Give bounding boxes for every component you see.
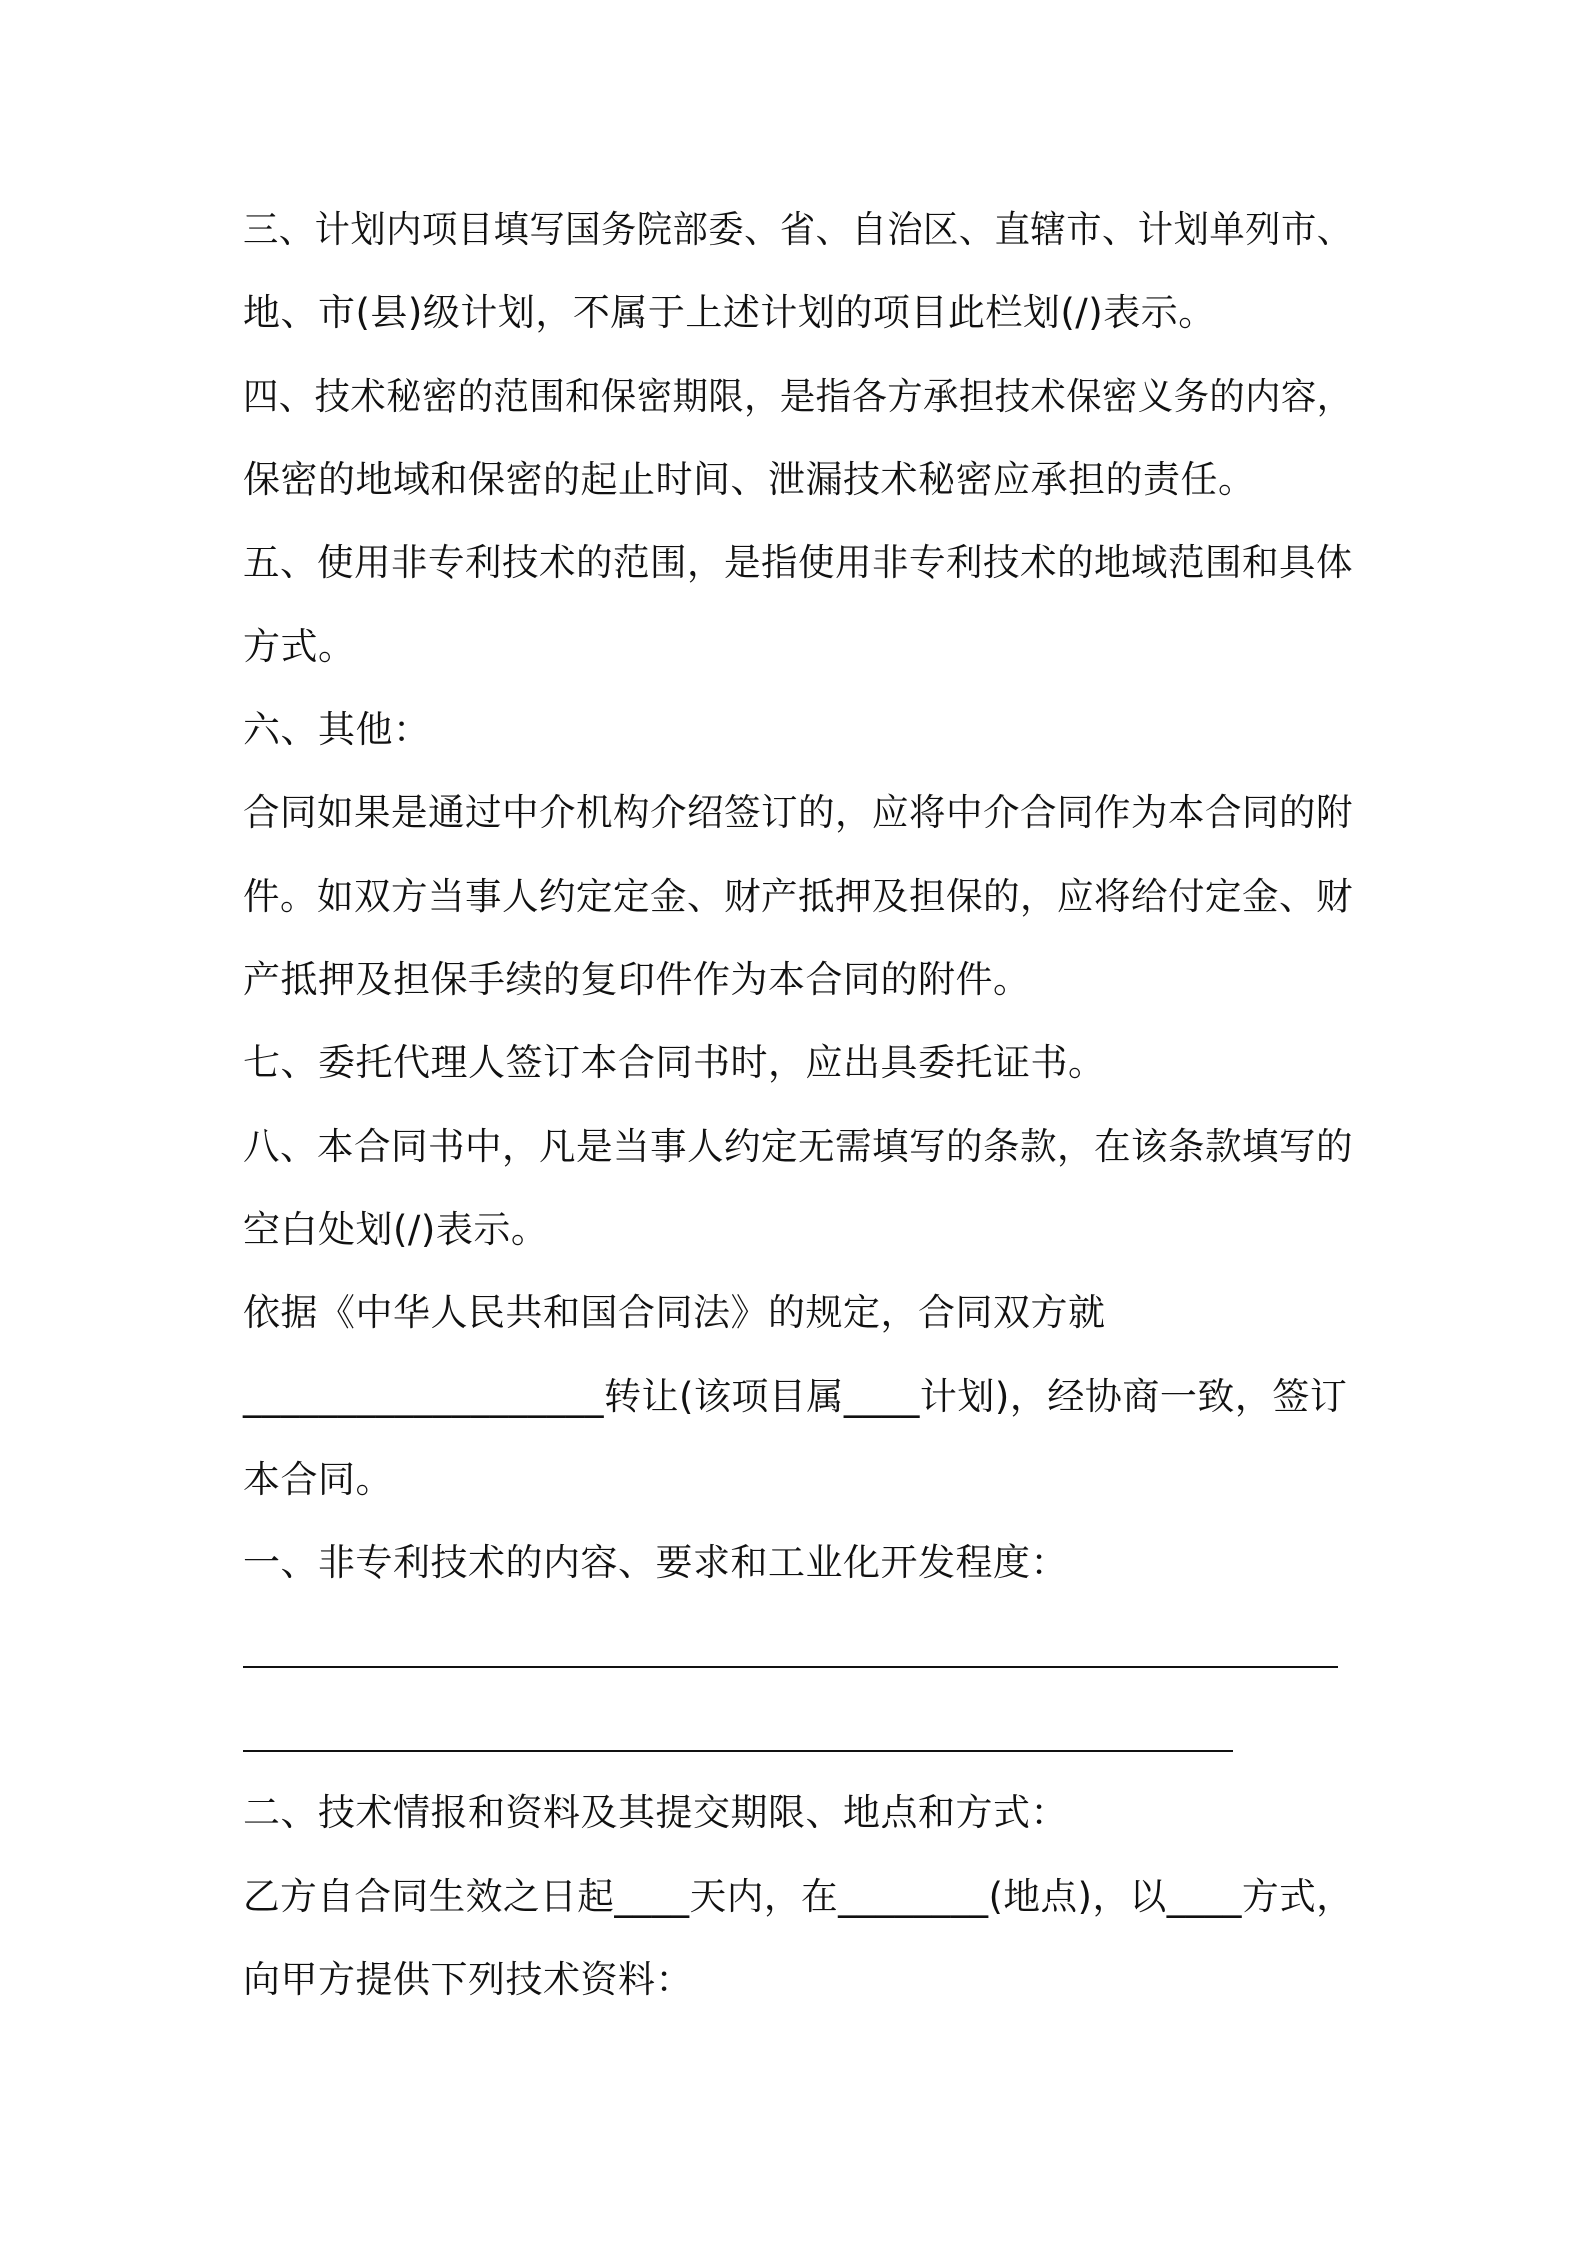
preamble-line-1: 依据《中华人民共和国合同法》的规定，合同双方就 (243, 1291, 1106, 1334)
para-3-line-1: 三、计划内项目填写国务院部委、省、自治区、直辖市、计划单列市、 (243, 208, 1353, 251)
para-4-line-1: 四、技术秘密的范围和保密期限，是指各方承担技术保密义务的内容， (243, 375, 1353, 418)
para-6-line-1: 合同如果是通过中介机构介绍签订的，应将中介合同作为本合同的附 (243, 791, 1353, 834)
para-4-line-2: 保密的地域和保密的起止时间、泄漏技术秘密应承担的责任。 (243, 458, 1256, 501)
para-5-line-1: 五、使用非专利技术的范围，是指使用非专利技术的地域范围和具体 (243, 541, 1353, 584)
para-6-line-3: 产抵押及担保手续的复印件作为本合同的附件。 (243, 958, 1031, 1001)
para-6-line-2: 件。如双方当事人约定定金、财产抵押及担保的，应将给付定金、财 (243, 875, 1353, 918)
para-5-line-2: 方式。 (243, 625, 356, 668)
para-8-line-2: 空白处划(/)表示。 (243, 1208, 549, 1251)
preamble-line-3: 本合同。 (243, 1458, 393, 1501)
section-2-heading: 二、技术情报和资料及其提交期限、地点和方式： (243, 1791, 1068, 1834)
section-1-heading: 一、非专利技术的内容、要求和工业化开发程度： (243, 1541, 1068, 1584)
blank-fill-line-2 (243, 1750, 1233, 1752)
para-3-line-2: 地、市(县)级计划，不属于上述计划的项目此栏划(/)表示。 (243, 291, 1216, 334)
para-6-heading: 六、其他： (243, 708, 431, 751)
section-2-line-1: 乙方自合同生效之日起____天内，在________(地点)，以____方式， (243, 1875, 1354, 1918)
preamble-line-2: ___________________转让(该项目属____计划)，经协商一致，签订 (243, 1375, 1348, 1418)
section-2-line-2: 向甲方提供下列技术资料： (243, 1958, 693, 2001)
para-8-line-1: 八、本合同书中，凡是当事人约定无需填写的条款，在该条款填写的 (243, 1125, 1353, 1168)
blank-fill-line-1 (243, 1666, 1338, 1668)
para-7-line-1: 七、委托代理人签订本合同书时，应出具委托证书。 (243, 1041, 1106, 1084)
